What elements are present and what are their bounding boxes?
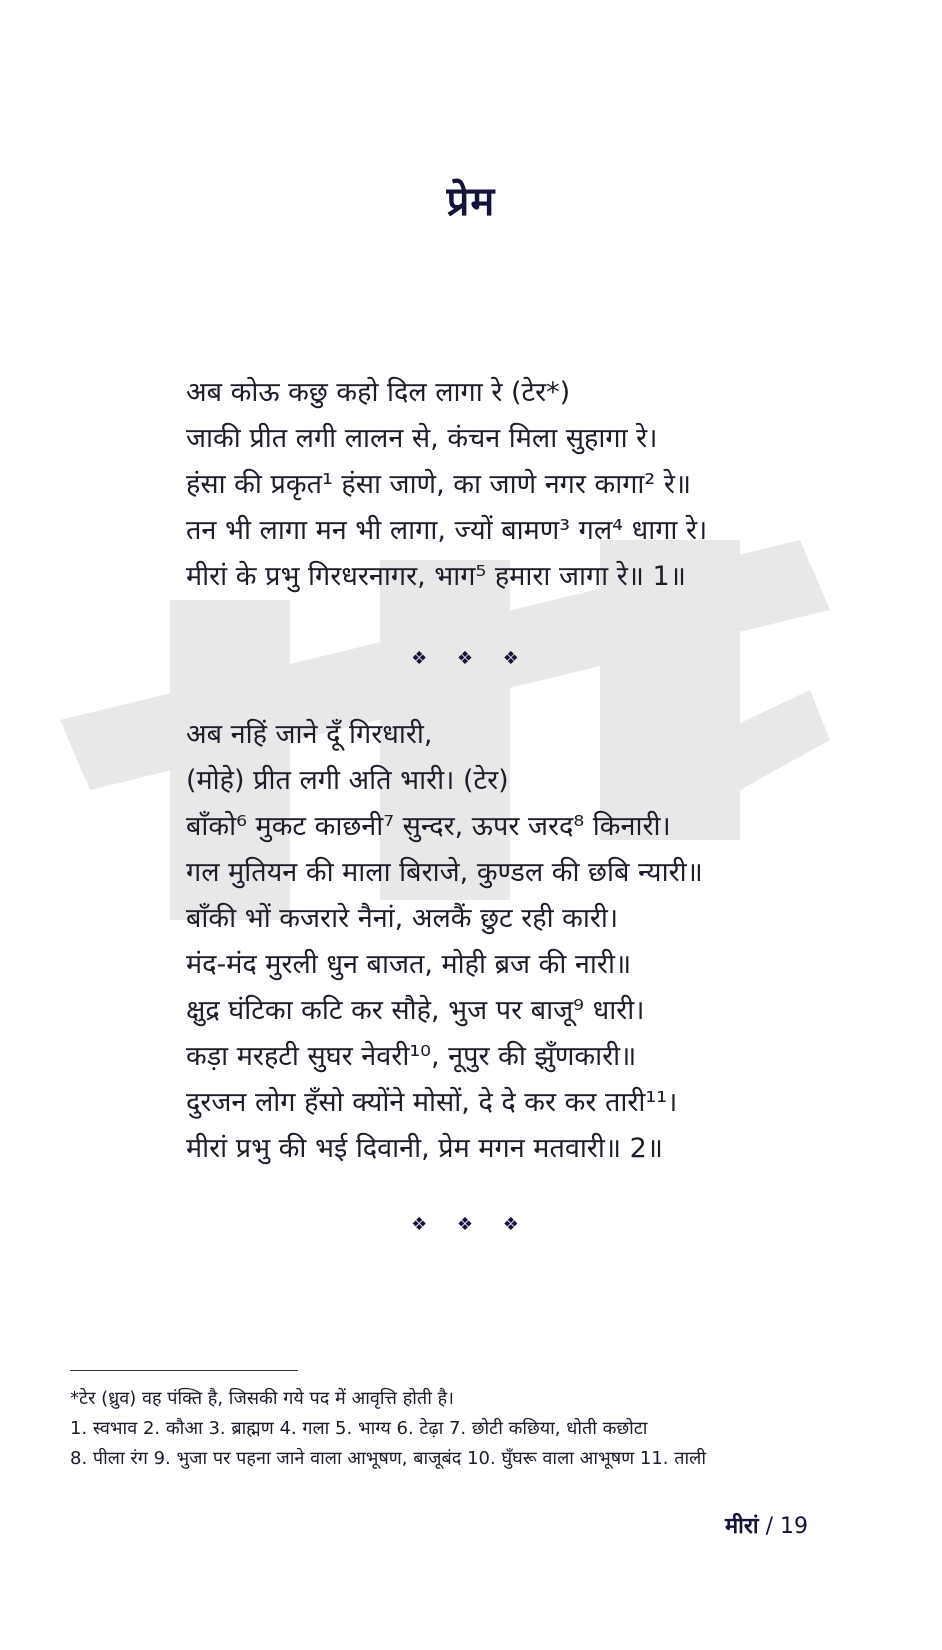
poem-line: बाँको⁶ मुकट काछनी⁷ सुन्दर, ऊपर जरद⁸ किनारी। (186, 811, 671, 842)
poem-line: क्षुद्र घंटिका कटि कर सौहे, भुज पर बाजू⁹ धारी। (186, 995, 645, 1026)
poem-line: तन भी लागा मन भी लागा, ज्यों बामण³ गल⁴ धागा रे। (186, 515, 708, 546)
footnote-line: 1. स्वभाव 2. कौआ 3. ब्राह्मण 4. गला 5. भाग्य 6. टेढ़ा 7. छोटी कछिया, धोती कछोटा (70, 1418, 648, 1439)
poem-line: बाँकी भों कजरारे नैनां, अलकैं छुट रही कारी। (186, 903, 619, 934)
footnotes (70, 1384, 830, 1474)
poem-line: (मोहे) प्रीत लगी अति भारी। (टेर) (186, 765, 509, 796)
footnote-star: *टेर (ध्रुव) वह पंक्ति है, जिसकी गये पद में आवृत्ति होती है। (70, 1388, 454, 1409)
page-title: प्रेम (446, 179, 496, 225)
poem-line: जाकी प्रीत लगी लालन से, कंचन मिला सुहागा रे। (186, 423, 658, 454)
poem-line: कड़ा मरहटी सुघर नेवरी¹⁰, नूपुर की झुँणकारी॥ (186, 1041, 637, 1072)
poem-line: मीरां प्रभु की भई दिवानी, प्रेम मगन मतवारी॥ 2॥ (186, 1133, 663, 1164)
poem-line: मीरां के प्रभु गिरधरनागर, भाग⁵ हमारा जागा रे॥ 1॥ (186, 561, 686, 592)
section-divider: ❖ ❖ ❖ (411, 648, 531, 669)
book-title: मीरां (725, 1514, 759, 1539)
poem-line: गल मुतियन की माला बिराजे, कुण्डल की छबि न्यारी॥ (186, 857, 703, 888)
footnote-line: 8. पीला रंग 9. भुजा पर पहना जाने वाला आभूषण, बाजूबंद 10. घुँघरू वाला आभूषण 11. ताली (70, 1448, 707, 1469)
footnote-rule (70, 1370, 298, 1371)
poem-1 (186, 370, 786, 600)
poem-2 (186, 712, 786, 1172)
poem-line: अब नहिं जाने दूँ गिरधारी, (186, 719, 433, 750)
poem-line: दुरजन लोग हँसो क्योंने मोसों, दे दे कर कर तारी¹¹। (186, 1087, 678, 1118)
section-divider: ❖ ❖ ❖ (411, 1214, 531, 1235)
page-footer (725, 1510, 808, 1540)
poem-line: अब कोऊ कछु कहो दिल लागा रे (टेर*) (186, 377, 571, 408)
poem-line: मंद-मंद मुरली धुन बाजत, मोही ब्रज की नारी॥ (186, 949, 632, 980)
page-number: / 19 (758, 1514, 808, 1539)
poem-line: हंसा की प्रकृत¹ हंसा जाणे, का जाणे नगर कागा² रे॥ (186, 469, 692, 500)
